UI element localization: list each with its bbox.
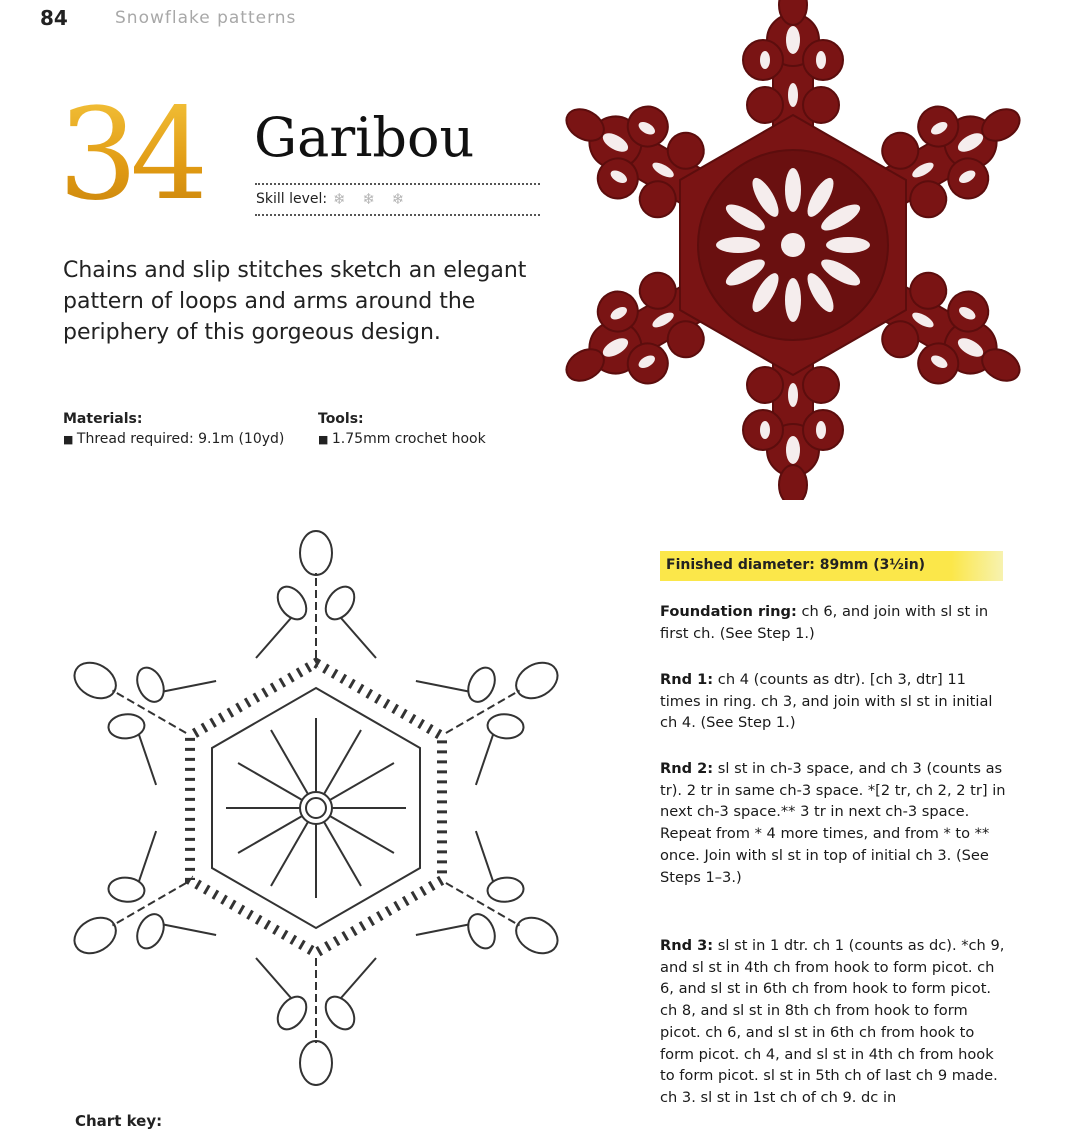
crochet-chart-diagram: [0, 528, 640, 1118]
materials-label: Materials:: [63, 411, 143, 427]
instruction-label: Rnd 2:: [660, 760, 714, 777]
intro-text: Chains and slip stitches sketch an elegant pattern of loops and arms around the periphery of this gorgeous design.: [63, 258, 527, 345]
instruction-text: sl st in ch-3 space, and ch 3 (counts as tr). 2 tr in same ch-3 space. *[2 tr, ch 2, 2 tr] in next ch-3 space.** 3 tr in next ch-3 space. Repeat from * 4 more times, and from * to ** once. Join with sl st in top of initial ch 3. (See Steps 1–3.): [660, 760, 1006, 886]
tools-item: ■ 1.75mm crochet hook: [318, 431, 486, 447]
instruction-rnd-2: [660, 758, 1010, 888]
tools-label: Tools:: [318, 411, 364, 427]
instruction-label: Rnd 1:: [660, 671, 714, 688]
finished-diameter: Finished diameter: 89mm (3½in): [666, 557, 926, 573]
materials-item: ■ Thread required: 9.1m (10yd): [63, 431, 284, 447]
snowflake-rating-icon: ❄ ❄ ❄: [333, 190, 411, 208]
page-number: 84: [40, 6, 68, 30]
finished-diameter-highlight: [660, 551, 1003, 581]
title-rule-bottom: [255, 214, 540, 216]
skill-level: [256, 190, 410, 208]
materials-block: [63, 411, 284, 447]
pattern-number: 34: [58, 81, 203, 228]
snowflake-photo: [528, 0, 1080, 500]
title-rule-top: [255, 183, 540, 185]
center-spokes: [226, 718, 406, 898]
pattern-title: Garibou: [254, 106, 475, 169]
instruction-text: ch 4 (counts as dtr). [ch 3, dtr] 11 times in ring. ch 3, and join with sl st in initial ch 4. (See Step 1.): [660, 671, 993, 732]
instruction-label: Rnd 3:: [660, 937, 714, 954]
section-title: Snowflake patterns: [115, 8, 297, 28]
skill-label: Skill level:: [256, 191, 328, 207]
instruction-rnd-3: [660, 935, 1010, 1129]
tools-block: [318, 411, 486, 447]
instruction-text: sl st in 1 dtr. ch 1 (counts as dc). *ch 9, and sl st in 4th ch from hook to form picot. ch 6, and sl st in 6th ch from hook to form picot. ch 8, and sl st in 8th ch from hook to form picot. ch 6, and sl st in 6th ch from hook to form picot. ch 4, and sl st in 4th ch from hook to form picot. sl st in 5th ch of last ch 9 made. ch 3. sl st in 1st ch of ch 9. dc in: [660, 937, 1005, 1106]
instruction-foundation: [660, 601, 1010, 644]
instruction-text: ch 6, and join with sl st in first ch. (See Step 1.): [660, 603, 989, 642]
instruction-rnd-1: [660, 669, 1010, 734]
instruction-label: Foundation ring:: [660, 603, 797, 620]
chart-key-heading: Chart key:: [75, 1112, 163, 1130]
